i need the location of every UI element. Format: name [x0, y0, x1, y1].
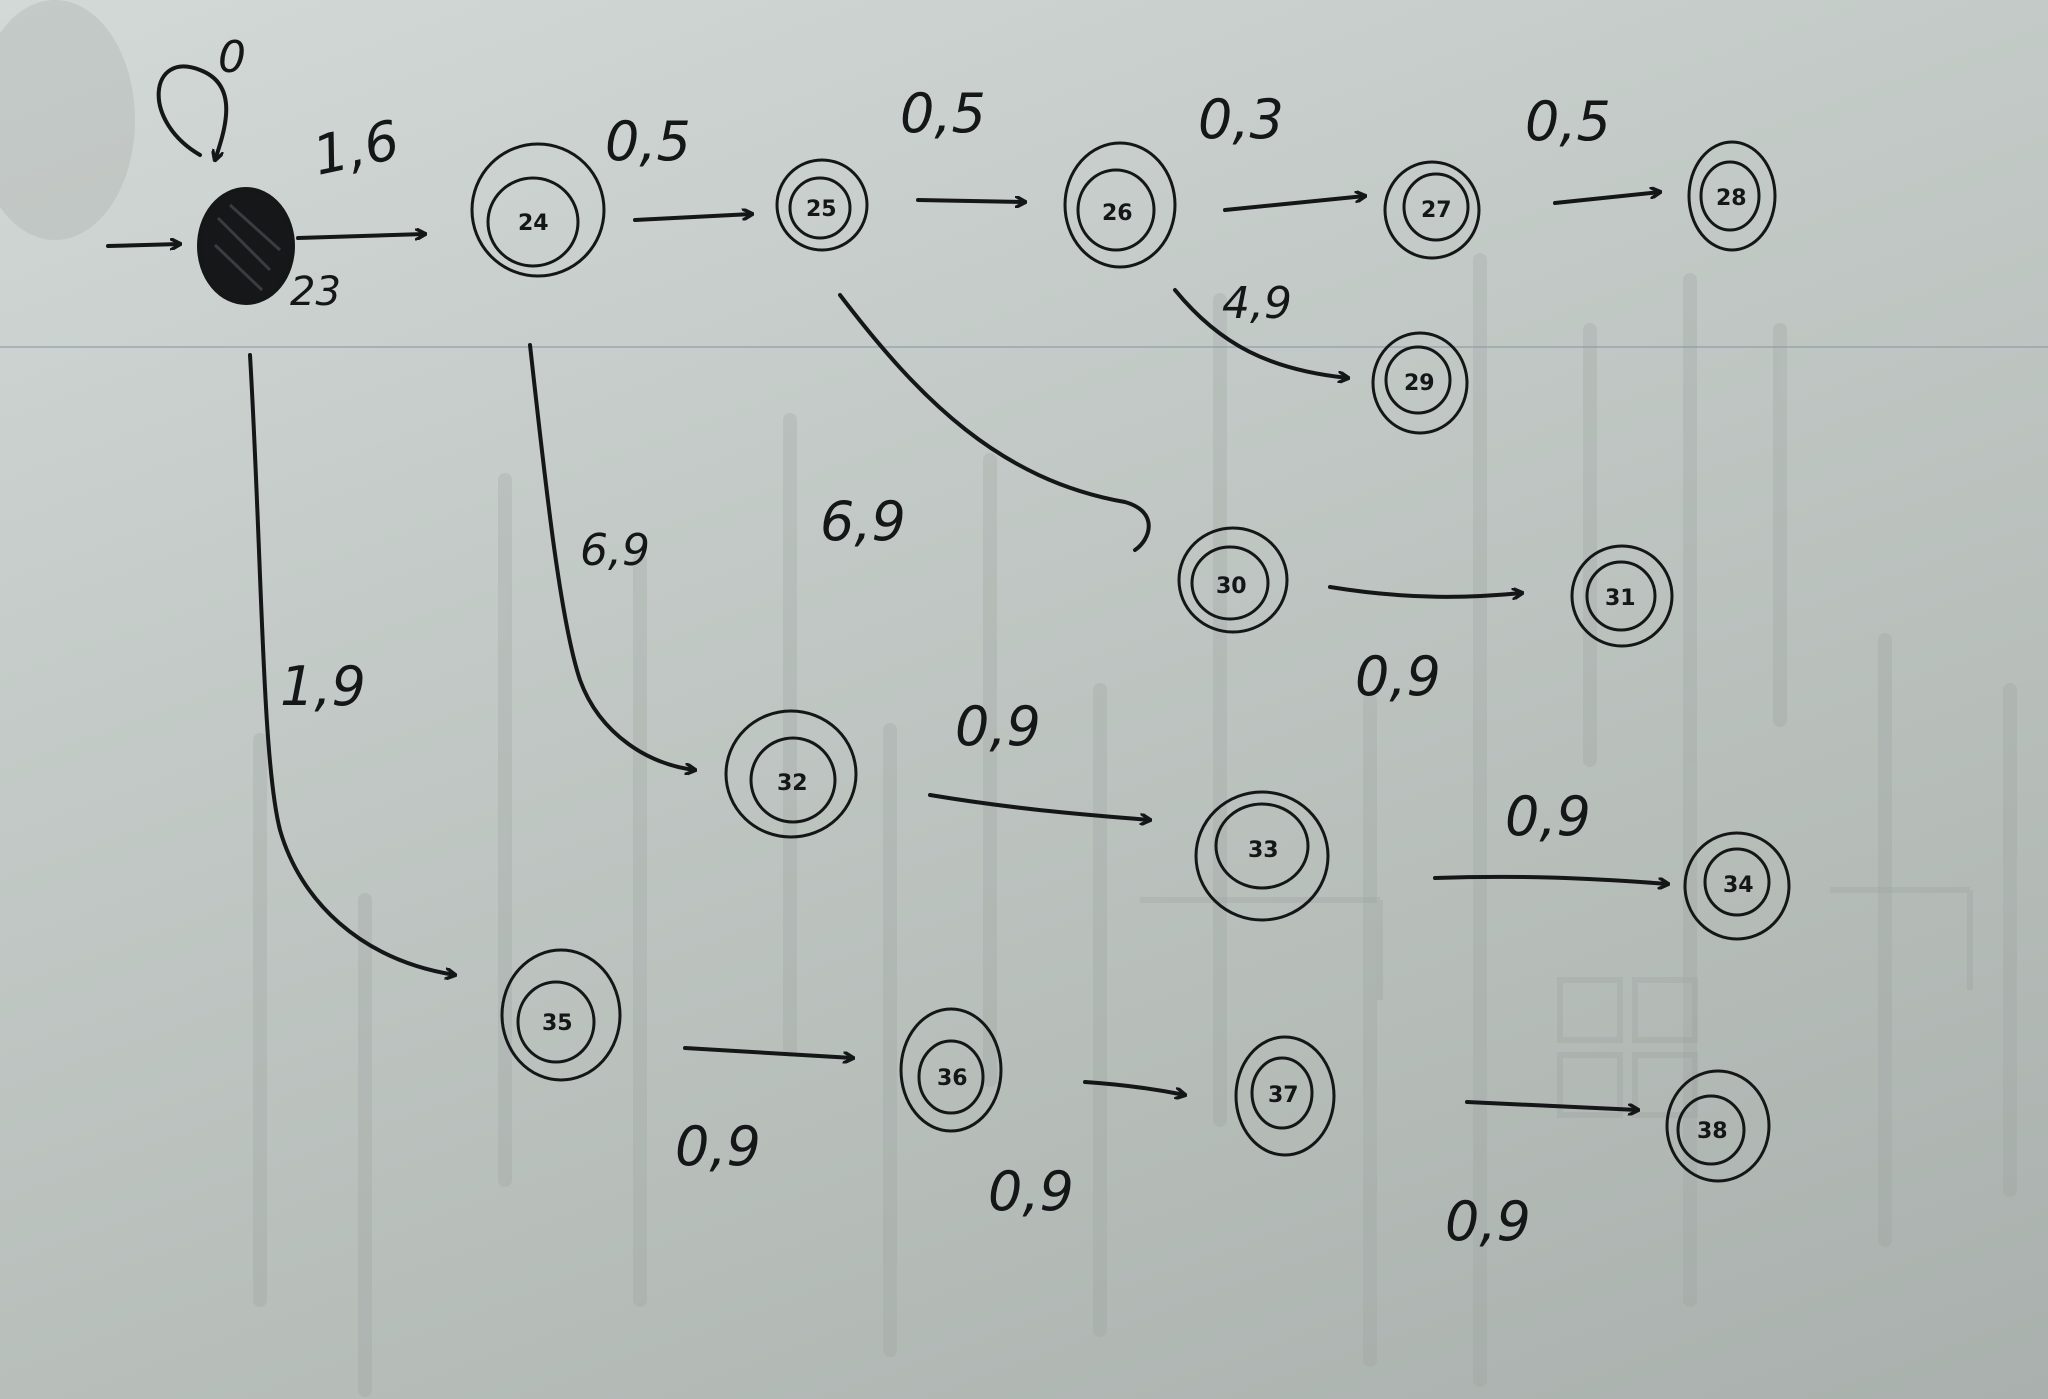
label-25-to-26: 0,5 — [900, 82, 986, 145]
arrow-36-to-37 — [1085, 1082, 1185, 1095]
label-35-to-36: 0,9 — [675, 1115, 761, 1178]
arrow-30-to-31 — [1330, 587, 1522, 597]
arrow-25-to-26 — [918, 200, 1025, 202]
start-state-number: 23 — [290, 269, 341, 315]
state-35-label: 35 — [542, 1011, 573, 1036]
label-33-to-34: 0,9 — [1505, 785, 1591, 848]
state-28-label: 28 — [1716, 186, 1747, 211]
label-30-to-31: 0,9 — [1355, 645, 1441, 708]
arrow-35-to-36 — [685, 1048, 853, 1058]
label-26-to-27: 0,3 — [1198, 88, 1284, 151]
state-24 — [472, 144, 604, 276]
label-23-to-35: 1,9 — [280, 655, 366, 718]
label-36-to-37: 0,9 — [988, 1160, 1074, 1223]
state-34-label: 34 — [1723, 873, 1754, 898]
state-31-label: 31 — [1605, 586, 1636, 611]
self-loop-arc — [159, 66, 227, 160]
state-32-label: 32 — [777, 771, 808, 796]
label-32-to-33: 0,9 — [955, 695, 1041, 758]
label-23-to-24: 1,6 — [307, 108, 405, 188]
state-24-label: 24 — [518, 211, 549, 236]
label-24-to-25: 0,5 — [605, 110, 691, 173]
arrow-24-to-25 — [635, 214, 752, 220]
state-33-label: 33 — [1248, 838, 1279, 863]
arrow-27-to-28 — [1555, 192, 1660, 203]
arrow-37-to-38 — [1467, 1102, 1638, 1110]
start-state — [199, 189, 293, 303]
label-24-to-32: 6,9 — [580, 525, 650, 576]
state-26-label: 26 — [1102, 201, 1133, 226]
state-30-label: 30 — [1216, 574, 1247, 599]
state-38-label: 38 — [1697, 1119, 1728, 1144]
state-25-label: 25 — [806, 197, 837, 222]
entry-arrow — [108, 244, 180, 246]
state-27-label: 27 — [1421, 198, 1452, 223]
label-27-to-28: 0,5 — [1525, 90, 1611, 153]
arrow-33-to-34 — [1435, 877, 1668, 884]
arrow-26-to-27 — [1225, 196, 1365, 210]
state-36-label: 36 — [937, 1066, 968, 1091]
state-37-label: 37 — [1268, 1083, 1299, 1108]
label-25-to-30: 6,9 — [820, 490, 906, 553]
label-26-to-29: 4,9 — [1222, 278, 1292, 329]
arrow-23-to-24 — [298, 234, 425, 238]
label-37-to-38: 0,9 — [1445, 1190, 1531, 1253]
state-29-label: 29 — [1404, 371, 1435, 396]
self-loop-label: 0 — [218, 32, 246, 83]
arrow-32-to-33 — [930, 795, 1150, 820]
